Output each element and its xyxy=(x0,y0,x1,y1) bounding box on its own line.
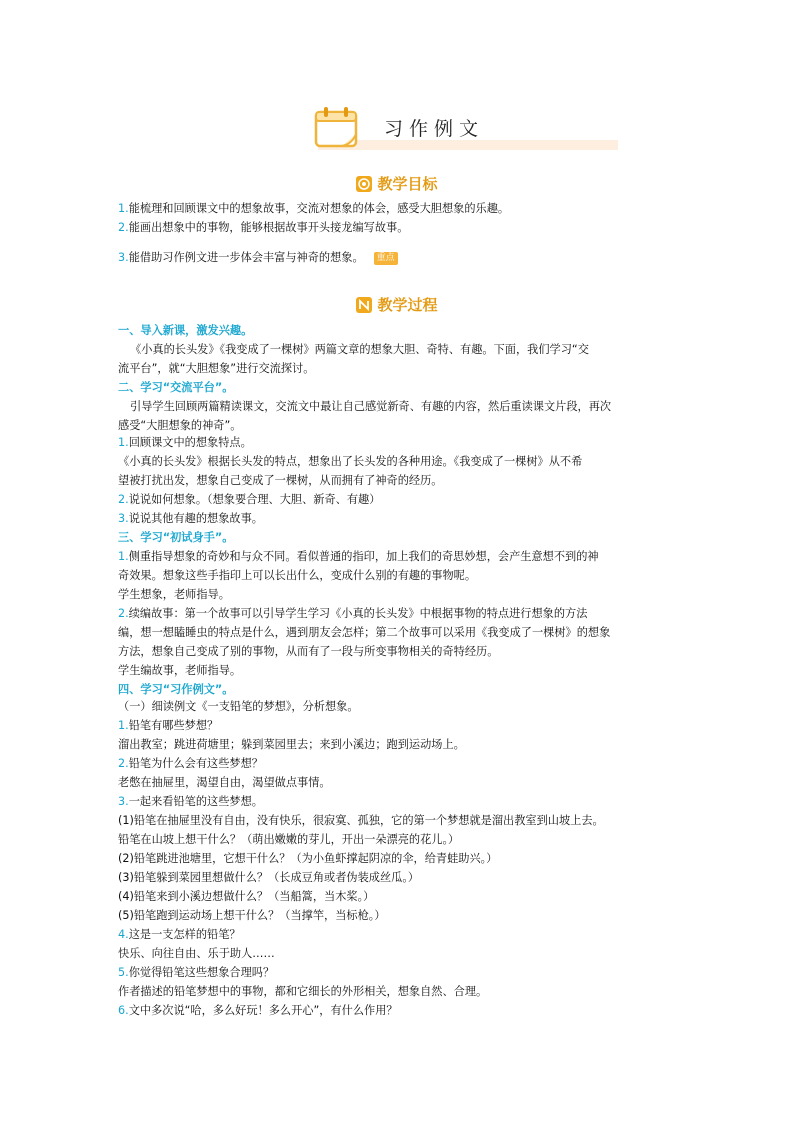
list-item: 2.说说如何想象。（想象要合理、大胆、新奇、有趣） xyxy=(118,493,381,506)
target-icon xyxy=(356,176,372,192)
process-heading xyxy=(0,294,794,317)
answer: 快乐、向往自由、乐于助人…… xyxy=(118,947,275,960)
section-1-title: 一、导入新课，激发兴趣。 xyxy=(118,324,253,337)
answer: 铅笔在山坡上想干什么？（萌出嫩嫩的芽儿，开出一朵漂亮的花儿。） xyxy=(118,833,460,846)
answer: (1)铅笔在抽屉里没有自由，没有快乐，很寂寞、孤独，它的第一个梦想就是溜出教室到山坡上去。 xyxy=(118,814,604,827)
page-header xyxy=(312,100,612,152)
paragraph: 奇效果。想象这些手指印上可以长出什么，变成什么别的有趣的事物呢。 xyxy=(118,569,477,582)
paragraph: 感受“大胆想象的神奇”。 xyxy=(118,419,242,432)
section-4-title: 四、学习“习作例文”。 xyxy=(118,683,234,696)
paragraph: 编，想一想瞌睡虫的特点是什么，遇到朋友会怎样；第二个故事可以采用《我变成了一棵树》的想象 xyxy=(118,626,611,639)
answer: 老憋在抽屉里，渴望自由，渴望做点事情。 xyxy=(118,776,331,789)
question: 3.一起来看铅笔的这些梦想。 xyxy=(118,795,263,808)
key-point-badge: 重点 xyxy=(374,252,398,265)
answer: 作者描述的铅笔梦想中的事物，都和它细长的外形相关，想象自然、合理。 xyxy=(118,985,488,998)
goals-heading xyxy=(0,173,794,196)
question: 6.文中多次说“哈，多么好玩！多么开心”，有什么作用？ xyxy=(118,1004,398,1017)
goal-item-3: 3.能借助习作例文进一步体会丰富与神奇的想象。 重点 xyxy=(118,248,688,267)
paragraph: 学生编故事，老师指导。 xyxy=(118,664,242,677)
list-item: 2.续编故事：第一个故事可以引导学生学习《小真的长头发》中根据事物的特点进行想象的方法 xyxy=(118,607,588,620)
goal-item-2: 2.能画出想象中的事物，能够根据故事开头接龙编写故事。 xyxy=(118,221,409,234)
paragraph: 引导学生回顾两篇精读课文，交流文中最让自己感觉新奇、有趣的内容，然后重读课文片段，再次 xyxy=(130,400,612,413)
page-title: 习作例文 xyxy=(384,118,485,140)
question: 1.铅笔有哪些梦想？ xyxy=(118,719,219,732)
question: 4.这是一支怎样的铅笔？ xyxy=(118,928,241,941)
answer: (3)铅笔躲到菜园里想做什么？（长成豆角或者伪装成丝瓜。） xyxy=(118,871,420,884)
list-item: 1.回顾课文中的想象特点。 xyxy=(118,436,252,449)
paragraph: 《小真的长头发》根据长头发的特点，想象出了长头发的各种用途。《我变成了一棵树》从不希 xyxy=(118,455,583,468)
answer: 溜出教室；跳进荷塘里；躲到菜园里去；来到小溪边；跑到运动场上。 xyxy=(118,738,465,751)
answer: (2)铅笔跳进池塘里，它想干什么？（为小鱼虾撑起阴凉的伞，给青蛙助兴。） xyxy=(118,852,498,865)
process-icon xyxy=(356,297,372,313)
answer: (5)铅笔跑到运动场上想干什么？（当撑竿，当标枪。） xyxy=(118,909,386,922)
goal-item-1: 1.能梳理和回顾课文中的想象故事，交流对想象的体会，感受大胆想象的乐趣。 xyxy=(118,202,510,215)
list-item: 3.说说其他有趣的想象故事。 xyxy=(118,512,263,525)
question: 5.你觉得铅笔这些想象合理吗？ xyxy=(118,966,275,979)
list-item: 1.侧重指导想象的奇妙和与众不同。看似普通的指印，加上我们的奇思妙想，会产生意想不到的神 xyxy=(118,550,599,563)
header-band xyxy=(318,140,618,150)
paragraph: 望被打扰出发，想象自己变成了一棵树，从而拥有了神奇的经历。 xyxy=(118,474,443,487)
answer: (4)铅笔来到小溪边想做什么？（当船篙，当木桨。） xyxy=(118,890,375,903)
section-3-title: 三、学习“初试身手”。 xyxy=(118,531,234,544)
paragraph: 《小真的长头发》《我变成了一棵树》两篇文章的想象大胆、奇特、有趣。下面，我们学习“交 xyxy=(130,343,589,356)
goals-heading-text: 教学目标 xyxy=(377,175,438,193)
question: 2.铅笔为什么会有这些梦想？ xyxy=(118,757,263,770)
subsection-title: （一）细读例文《一支铅笔的梦想》，分析想象。 xyxy=(118,700,359,713)
paragraph: 流平台”，就“大胆想象”进行交流探讨。 xyxy=(118,362,315,375)
calendar-icon xyxy=(312,104,362,150)
section-2-title: 二、学习“交流平台”。 xyxy=(118,381,234,394)
paragraph: 方法，想象自己变成了别的事物，从而有了一段与所变事物相关的奇特经历。 xyxy=(118,645,499,658)
process-heading-text: 教学过程 xyxy=(377,296,438,314)
paragraph: 学生想象，老师指导。 xyxy=(118,588,230,601)
